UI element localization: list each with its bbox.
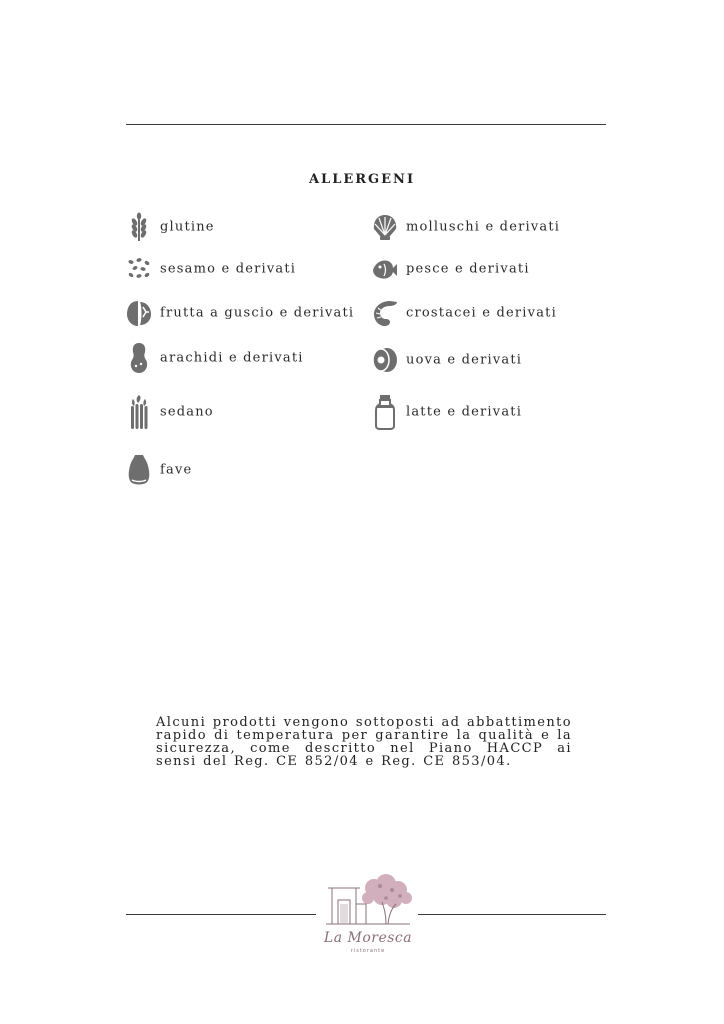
bottom-divider-right xyxy=(418,914,606,915)
sesame-icon xyxy=(126,254,152,284)
allergen-label: molluschi e derivati xyxy=(406,219,561,235)
allergen-label: fave xyxy=(160,462,193,478)
tree-building-logo-icon xyxy=(322,874,414,930)
egg-icon xyxy=(372,344,398,376)
bottom-divider-left xyxy=(126,914,316,915)
fava-bean-icon xyxy=(126,454,152,486)
allergen-label: latte e derivati xyxy=(406,404,523,420)
nut-icon xyxy=(126,298,152,328)
logo-name: La Moresca xyxy=(323,930,413,946)
shrimp-icon xyxy=(372,298,398,328)
celery-icon xyxy=(126,394,152,430)
allergen-label: crostacei e derivati xyxy=(406,305,557,321)
haccp-note: Alcuni prodotti vengono sottoposti ad abbattimento rapido di temperatura per garantire la qualità e la sicurezza, come descritto nel Piano HACCP ai sensi del Reg. CE 852/04 e Reg. CE 853/04. xyxy=(156,715,572,769)
milk-icon xyxy=(372,394,398,430)
page-title: ALLERGENI xyxy=(308,172,416,187)
allergen-label: sesamo e derivati xyxy=(160,261,297,277)
allergen-label: uova e derivati xyxy=(406,352,523,368)
logo-subtitle: ristorante xyxy=(350,948,386,954)
allergen-label: pesce e derivati xyxy=(406,261,530,277)
allergen-label: sedano xyxy=(160,404,214,420)
restaurant-logo xyxy=(322,874,414,958)
wheat-icon xyxy=(126,212,152,242)
allergen-label: glutine xyxy=(160,219,215,235)
allergen-label: frutta a guscio e derivati xyxy=(160,305,355,321)
top-divider xyxy=(126,124,606,125)
shell-icon xyxy=(372,212,398,242)
peanut-icon xyxy=(126,342,152,374)
allergen-label: arachidi e derivati xyxy=(160,350,304,366)
fish-icon xyxy=(372,254,398,284)
